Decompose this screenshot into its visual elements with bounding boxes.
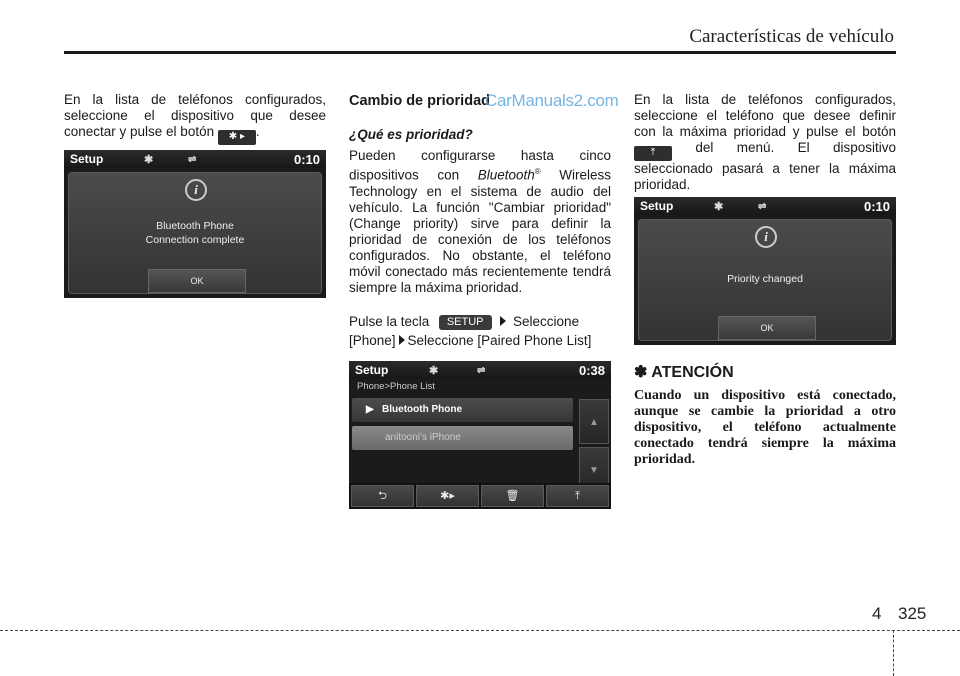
screen-title: Setup xyxy=(355,363,389,377)
screen-message: Bluetooth Phone Connection complete xyxy=(145,220,245,246)
bluetooth-play-icon[interactable]: ✱▸ xyxy=(416,485,479,507)
header-rule xyxy=(64,51,896,54)
bluetooth-icon: ✱ xyxy=(429,364,439,377)
col1-paragraph: En la lista de teléfonos configurados, seleccione el dispositivo que desee conectar y pulse el botón ✱ ▸ . xyxy=(64,92,326,145)
bluetooth-play-icon: ✱ ▸ xyxy=(218,130,256,145)
running-header: Características de vehículo xyxy=(689,26,894,47)
list-item[interactable]: anitooni's iPhone xyxy=(352,426,573,450)
info-icon: i xyxy=(185,179,207,201)
bluetooth-icon: ✱ xyxy=(714,200,724,213)
message-panel xyxy=(68,172,322,294)
priority-up-icon: ⤒ xyxy=(634,146,672,161)
usb-icon: ⇌ xyxy=(188,153,197,165)
bluetooth-icon: ✱ xyxy=(144,153,154,166)
footer-rule xyxy=(0,630,960,631)
usb-icon: ⇌ xyxy=(477,364,486,376)
delete-icon[interactable]: 🗑 xyxy=(481,485,544,507)
column-1 xyxy=(64,92,326,145)
scroll-up-button[interactable]: ▲ xyxy=(579,399,609,444)
priority-up-icon[interactable]: ⤒ xyxy=(546,485,609,507)
subheading: ¿Qué es prioridad? xyxy=(349,127,473,142)
priority-changed-screen xyxy=(634,197,896,345)
setup-key: SETUP xyxy=(439,315,492,330)
screen-title: Setup xyxy=(70,152,104,166)
column-2 xyxy=(349,92,611,350)
back-icon[interactable]: ⮌ xyxy=(351,485,414,507)
ok-button[interactable]: OK xyxy=(718,316,816,340)
watermark: CarManuals2.com xyxy=(485,91,619,110)
screen-clock: 0:10 xyxy=(863,198,890,214)
screen-clock: 0:10 xyxy=(293,151,320,167)
screen-status-bar xyxy=(349,361,611,379)
col3-paragraph: En la lista de teléfonos configurados, seleccione el teléfono que desee definir con la máxima prioridad y pulse el botón ⤒ del menú. El dispositivo seleccionado pasará a tener la máxima prioridad. xyxy=(634,92,896,192)
bottom-toolbar xyxy=(349,483,611,509)
arrow-right-icon xyxy=(399,335,405,345)
usb-icon: ⇌ xyxy=(758,200,767,212)
list-item[interactable]: ▶ Bluetooth Phone xyxy=(352,398,573,422)
screen-message: Priority changed xyxy=(727,273,803,285)
attention-note xyxy=(634,362,896,468)
footer-divider xyxy=(893,630,894,676)
arrow-right-icon xyxy=(500,316,506,326)
section-title: Cambio de prioridad xyxy=(349,93,490,109)
breadcrumb: Phone>Phone List xyxy=(357,381,435,392)
col2-paragraph-2: Pulse la tecla SETUP Seleccione [Phone] Seleccione [Paired Phone List] xyxy=(349,313,592,348)
message-panel xyxy=(638,219,892,341)
screen-title: Setup xyxy=(640,199,674,213)
scroll-down-button[interactable]: ▼ xyxy=(579,447,609,492)
column-3 xyxy=(634,92,896,193)
phone-list-screen xyxy=(349,361,611,509)
connection-complete-screen xyxy=(64,150,326,298)
attention-title: ✽ ATENCIÓN xyxy=(634,364,734,381)
screen-clock: 0:38 xyxy=(578,362,605,378)
col2-paragraph-1: Pueden configurarse hasta cinco dispositivos con Bluetooth® Wireless Technology en el sistema de audio del vehículo. La función "Cambiar prioridad" (Change priority) sirve para definir la prioridad de conexión de los teléfonos configurados. No obstante, el teléfono móvil conectado más recientemente tendrá siempre la máxima prioridad. xyxy=(349,148,611,295)
page-number: 325 xyxy=(898,604,927,623)
info-icon: i xyxy=(755,226,777,248)
screen-status-bar xyxy=(64,150,326,168)
ok-button[interactable]: OK xyxy=(148,269,246,293)
attention-text: Cuando un dispositivo está conectado, aunque se cambie la prioridad a otro dispositivo, el teléfono actualmente conectado tendrá siempre la máxima prioridad. xyxy=(634,388,896,467)
chapter-number: 4 xyxy=(872,604,882,623)
screen-status-bar xyxy=(634,197,896,215)
